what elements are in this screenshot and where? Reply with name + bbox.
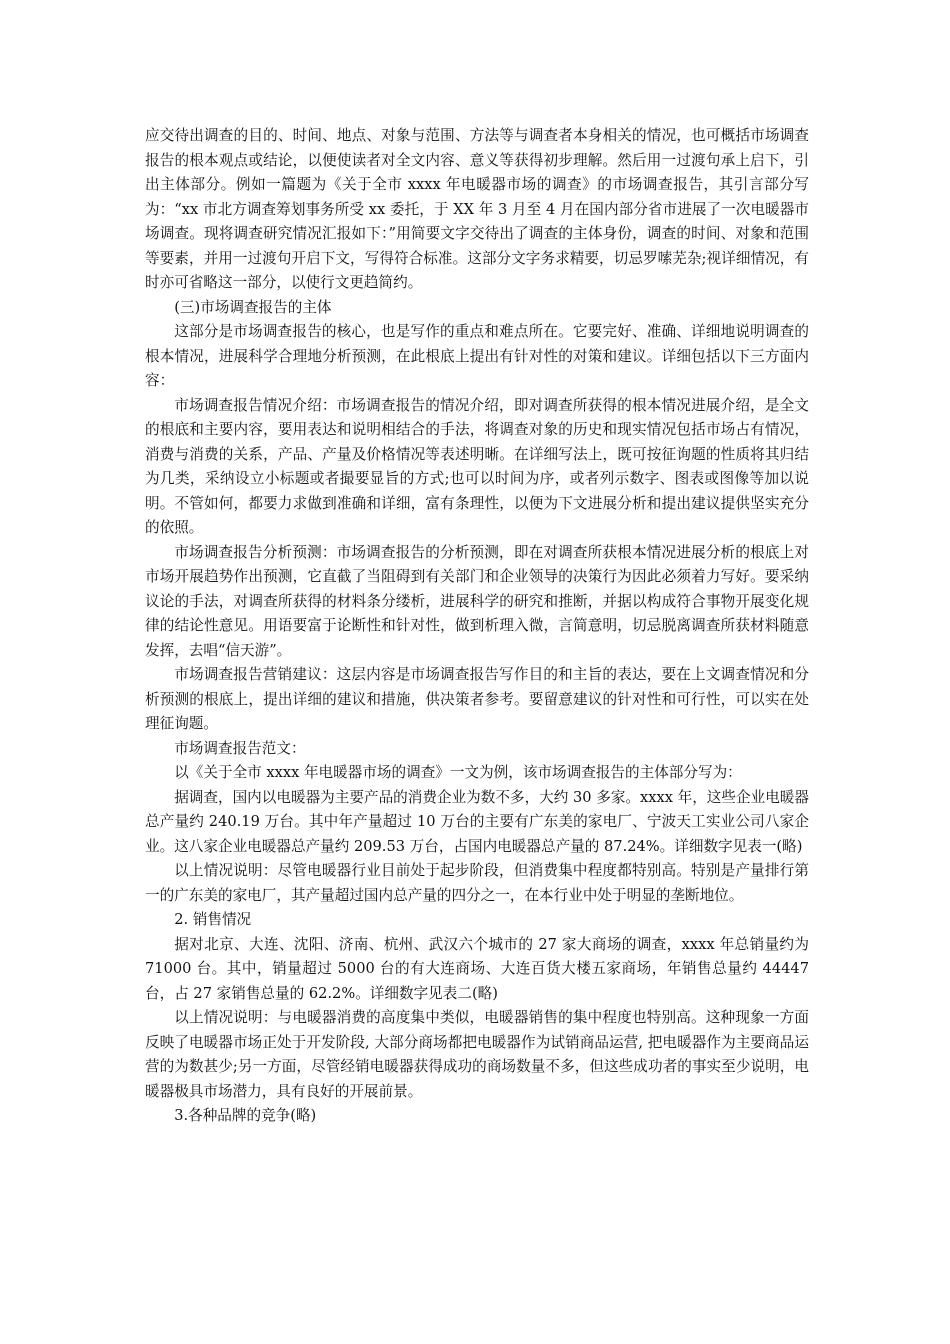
section-heading-main-body: (三)市场调查报告的主体 [174,298,332,316]
body-paragraph: 市场调查报告范文： [174,739,306,757]
body-paragraph: 市场调查报告情况介绍：市场调查报告的情况介绍，即对调查所获得的根本情况进展介绍，是全文的根底和主要内容，要用表达和说明相结合的手法，将调查对象的历史和现实情况包括市场占有情况，消费与消费的关系，产品、产量及价格情况等表述明晰。在详细写法上，既可按征询题的性质将其归结为几类，采纳设立小标题或者撮要显旨的方式;也可以时间为序，或者列示数字、图表或图像等加以说明。不管如何，都要力求做到准确和详细，富有条理性，以便为下文进展分析和提出建议提供坚实充分的依照。 [145,396,809,536]
body-paragraph: 以上情况说明：尽管电暖器行业目前处于起步阶段，但消费集中程度都特别高。特别是产量排行第一的广东美的家电厂，其产量超过国内总产量的四分之一，在本行业中处于明显的垄断地位。 [145,862,809,904]
body-paragraph: 市场调查报告营销建议：这层内容是市场调查报告写作目的和主旨的表达，要在上文调查情况和分析预测的根底上，提出详细的建议和措施，供决策者参考。要留意建议的针对性和可行性，可以实在处理征询题。 [145,666,809,732]
body-paragraph: 市场调查报告分析预测：市场调查报告的分析预测，即在对调查所获根本情况进展分析的根底上对市场开展趋势作出预测，它直截了当阻碍到有关部门和企业领导的决策行为因此必须着力写好。要采纳议论的手法，对调查所获得的材料条分缕析，进展科学的研究和推断，并据以构成符合事物开展变化规律的结论性意见。用语要富于论断性和针对性，做到析理入微，言简意明，切忌脱离调查所获材料随意发挥，去唱“信天游”。 [145,543,809,659]
document-page [145,124,809,1129]
body-paragraph: 据对北京、大连、沈阳、济南、杭州、武汉六个城市的 27 家大商场的调查，xxxx 年总销量约为 71000 台。其中，销量超过 5000 台的有大连商场、大连百货大楼五家商场，年销售总量约 44447 台，占 27 家销售总量的 62.2%。详细数字见表二(略) [145,935,809,1002]
body-paragraph: 以上情况说明：与电暖器消费的高度集中类似，电暖器销售的集中程度也特别高。这种现象一方面反映了电暖器市场正处于开发阶段, 大部分商场都把电暖器作为试销商品运营, 把电暖器作为主要商品运营的为数甚少;另一方面，尽管经销电暖器获得成功的商场数量不多，但这些成功者的事实至少说明，电暖器极具市场潜力，具有良好的开展前景。 [145,1009,809,1100]
subheading-sales: 2. 销售情况 [174,911,252,928]
subheading-brand-competition: 3.各种品牌的竞争(略) [174,1107,317,1124]
body-paragraph: 据调查，国内以电暖器为主要产品的消费企业为数不多，大约 30 多家。xxxx 年，这些企业电暖器总产量约 240.19 万台。其中年产量超过 10 万台的主要有广东美的家电厂、宁波天工实业公司八家企业。这八家企业电暖器总产量约 209.53 万台，占国内电暖器总产量的 87.24%。详细数字见表一(略) [145,788,809,855]
body-paragraph: 这部分是市场调查报告的核心，也是写作的重点和难点所在。它要完好、准确、详细地说明调查的根本情况，进展科学合理地分析预测，在此根底上提出有针对性的对策和建议。详细包括以下三方面内容： [145,323,809,389]
body-paragraph: 以《关于全市 xxxx 年电暖器市场的调查》一文为例，该市场调查报告的主体部分写为： [174,764,742,781]
intro-paragraph: 应交待出调查的目的、时间、地点、对象与范围、方法等与调查者本身相关的情况，也可概括市场调查报告的根本观点或结论，以便使读者对全文内容、意义等获得初步理解。然后用一过渡句承上启下，引出主体部分。例如一篇题为《关于全市 xxxx 年电暖器市场的调查》的市场调查报告，其引言部分写为：“xx 市北方调查筹划事务所受 xx 委托，于 XX 年 3 月至 4 月在国内部分省市进展了一次电暖器市场调查。现将调查研究情况汇报如下：”用简要文字交待出了调查的主体身份，调查的时间、对象和范围等要素，并用一过渡句开启下文，写得符合标准。这部分文字务求精要，切忌罗嗦芜杂;视详细情况，有时亦可省略这一部分，以使行文更趋简约。 [145,127,809,291]
